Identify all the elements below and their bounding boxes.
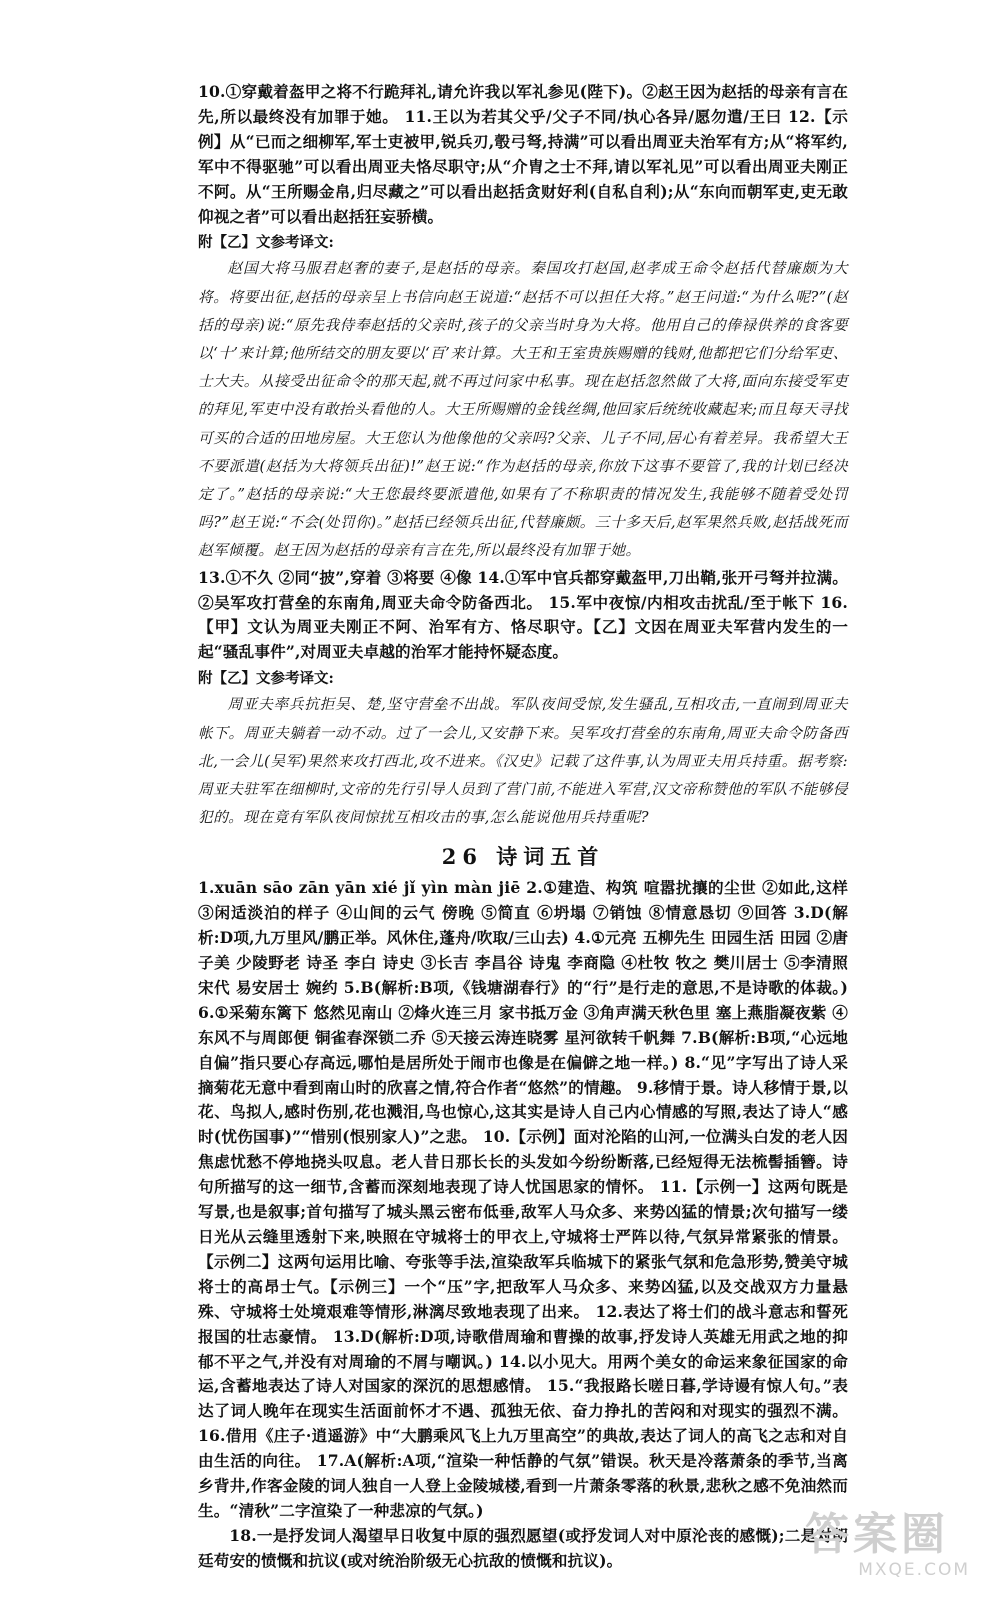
watermark-text: 答案圈: [805, 1509, 949, 1560]
section-title: [198, 842, 848, 872]
section-name: 诗词五首: [496, 844, 605, 870]
watermark-logo: [805, 1510, 980, 1590]
translation-body: 赵国大将马服君赵奢的妻子,是赵括的母亲。秦国攻打赵国,赵孝成王命令赵括代替廉颇为大将。将要出征,赵括的母亲呈上书信向赵王说道:“赵括不可以担任大将。”赵王问道:“为什么呢?”(赵括的母亲)说:“原先我侍奉赵括的父亲时,孩子的父亲当时身为大将。他用自己的俸禄供养的食客要以‘十’来计算;他所结交的朋友要以‘百’来计算。大王和王室贵族赐赠的钱财,他都把它们分给军吏、士大夫。从接受出征命令的那天起,就不再过问家中私事。现在赵括忽然做了大将,面向东接受军吏的拜见,军吏中没有敢抬头看他的人。大王所赐赠的金钱丝绸,他回家后统统收藏起来;而且每天寻找可买的合适的田地房屋。大王您认为他像他的父亲吗?父亲、儿子不同,居心有着差异。我希望大王不要派遣(赵括为大将领兵出征)!”赵王说:“作为赵括的母亲,你放下这事不要管了,我的计划已经决定了。”赵括的母亲说:“大王您最终要派遣他,如果有了不称职责的情况发生,我能够不随着受处罚吗?”赵王说:“不会(处罚你)。”赵括已经领兵出征,代替廉颇。三十多天后,赵军果然兵败,赵括战死而赵军倾覆。赵王因为赵括的母亲有言在先,所以最终没有加罪于她。: [198, 260, 848, 560]
answer-paragraph: 18.一是抒发词人渴望早日收复中原的强烈愿望(或抒发词人对中原沦丧的感慨);二是对朝廷苟安的愤慨和抗议(或对统治阶级无心抗敌的愤慨和抗议)。: [198, 1525, 848, 1570]
translation-body: 周亚夫率兵抗拒吴、楚,坚守营垒不出战。军队夜间受惊,发生骚乱,互相攻击,一直闹到周亚夫帐下。周亚夫躺着一动不动。过了一会儿,又安静下来。吴军攻打营垒的东南角,周亚夫命令防备西北,一会儿(吴军)果然来攻打西北,攻不进来。《汉史》记载了这件事,认为周亚夫用兵持重。据考察:周亚夫驻军在细柳时,文帝的先行引导人员到了营门前,不能进入军营,汉文帝称赞他的军队不能够侵犯的。现在竟有军队夜间惊扰互相攻击的事,怎么能说他用兵持重呢?: [198, 696, 848, 827]
section-number: 26: [441, 844, 483, 870]
watermark-domain: MXQE.COM: [858, 1560, 970, 1580]
translation-heading: 附【乙】文参考译文:: [198, 670, 334, 688]
answer-page: [198, 80, 848, 1574]
translation-heading: 附【乙】文参考译文:: [198, 234, 334, 252]
answer-paragraph: 13.①不久 ②同“披”,穿着 ③将要 ④像 14.①军中官兵都穿戴盔甲,刀出鞘,张开弓弩并拉满。②吴军攻打营垒的东南角,周亚夫命令防备西北。 15.军中夜惊/内相攻击扰乱/至于帐下 16.【甲】文认为周亚夫刚正不阿、治军有方、恪尽职守。【乙】文因在周亚夫军营内发生的一起“骚乱事件”,对周亚夫卓越的治军才能持怀疑态度。: [198, 567, 848, 662]
answer-paragraph: 1.xuān sāo zān yān xié jǐ yìn màn jiē 2.①建造、构筑 喧嚣扰攘的尘世 ②如此,这样 ③闲适淡泊的样子 ④山间的云气 傍晚 ⑤简直 ⑥坍塌 ⑦销蚀 ⑧情意恳切 ⑨回答 3.D(解析:D项,九万里风/鹏正举。风休住,蓬舟/吹取/三山去) 4.①元亮 五柳先生 田园生活 田园 ②唐 子美 少陵野老 诗圣 李白 诗史 ③长吉 李昌谷 诗鬼 李商隐 ④杜牧 牧之 樊川居士 ⑤李清照 宋代 易安居士 婉约 5.B(解析:B项,《钱塘湖春行》的“行”是行走的意思,不是诗歌的体裁。) 6.①采菊东篱下 悠然见南山 ②烽火连三月 家书抵万金 ③角声满天秋色里 塞上燕脂凝夜紫 ④东风不与周郎便 铜雀春深锁二乔 ⑤天接云涛连晓雾 星河欲转千帆舞 7.B(解析:B项,“心远地自偏”指只要心存高远,哪怕是居所处于闹市也像是在偏僻之地一样。) 8.“见”字写出了诗人采摘菊花无意中看到南山时的欣喜之情,符合作者“悠然”的情趣。 9.移情于景。诗人移情于景,以花、鸟拟人,感时伤别,花也溅泪,鸟也惊心,这其实是诗人自己内心情感的写照,表达了诗人“感时(忧伤国事)”“惜别(恨别家人)”之悲。 10.【示例】面对沦陷的山河,一位满头白发的老人因焦虑忧愁不停地挠头叹息。老人昔日那长长的头发如今纷纷断落,已经短得无法梳髻插簪。诗句所描写的这一细节,含蓄而深刻地表现了诗人忧国思家的情怀。 11.【示例一】这两句既是写景,也是叙事;首句描写了城头黑云密布低垂,敌军人马众多、来势凶猛的情景;次句描写一缕日光从云缝里透射下来,映照在守城将士的甲衣上,守城将士严阵以待,气氛异常紧张的情景。【示例二】这两句运用比喻、夸张等手法,渲染敌军兵临城下的紧张气氛和危急形势,赞美守城将士的高昂士气。【示例三】一个“压”字,把敌军人马众多、来势凶猛,以及交战双方力量悬殊、守城将士处境艰难等情形,淋漓尽致地表现了出来。 12.表达了将士们的战斗意志和誓死报国的壮志豪情。 13.D(解析:D项,诗歌借周瑜和曹操的故事,抒发诗人英雄无用武之地的抑郁不平之气,并没有对周瑜的不屑与嘲讽。) 14.以小见大。用两个美女的命运来象征国家的命运,含蓄地表达了诗人对国家的深沉的思想感情。 15.“我报路长嗟日暮,学诗谩有惊人句。”表达了词人晚年在现实生活面前怀才不遇、孤独无依、奋力挣扎的苦闷和对现实的强烈不满。 16.借用《庄子·逍遥游》中“大鹏乘风飞上九万里高空”的典故,表达了词人的高飞之志和对自由生活的向往。 17.A(解析:A项,“渲染一种恬静的气氛”错误。秋天是冷落萧条的季节,当离乡背井,作客金陵的词人独自一人登上金陵城楼,看到一片萧条零落的秋景,悲秋之感不免油然而生。“清秋”二字渲染了一种悲凉的气氛。): [198, 878, 848, 1520]
answer-paragraph: 10.①穿戴着盔甲之将不行跪拜礼,请允许我以军礼参见(陛下)。②赵王因为赵括的母亲有言在先,所以最终没有加罪于她。 11.王以为若其父乎/父子不同/执心各异/愿勿遣/王曰 12.【示例】从“已而之细柳军,军士吏被甲,锐兵刃,彀弓弩,持满”可以看出周亚夫治军有方;从“将军约,军中不得驱驰”可以看出周亚夫恪尽职守;从“介胄之士不拜,请以军礼见”可以看出周亚夫刚正不阿。从“王所赐金帛,归尽藏之”可以看出赵括贪财好利(自私自利);从“东向而朝军吏,吏无敢仰视之者”可以看出赵括狂妄骄横。: [198, 82, 848, 226]
